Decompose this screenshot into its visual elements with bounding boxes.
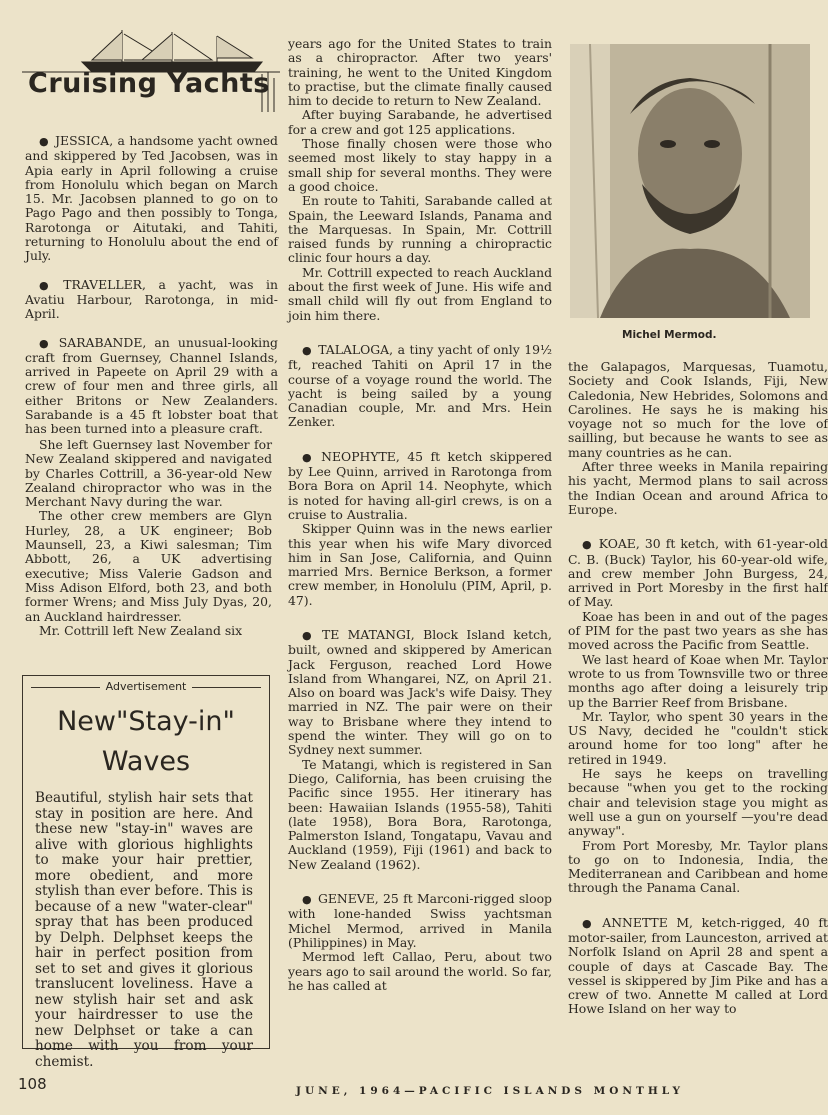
running-footer: JUNE, 1964—PACIFIC ISLANDS MONTHLY [296, 1085, 684, 1097]
article-geneve: ● GENEVE, 25 ft Marconi-rigged sloop with lone-handed Swiss yachtsman Michel Mermod, arrived in Manila (Philippines) in May. [288, 891, 552, 950]
paragraph: She left Guernsey last November for New Zealand skippered and navigated by Charles Cottrill, a 36-year-old New Zealand chiropractor who was in the Merchant Navy during the war. [25, 437, 272, 510]
bullet-icon: ● [302, 628, 317, 642]
column-2 [288, 37, 552, 993]
paragraph: Te Matangi, which is registered in San Diego, California, has been cruising the Pacific since 1955. Her itinerary has been: Hawaiian Islands (1955-58), Tahiti (late 1958), Bora Bora, Rarotonga, Palmerston Island, Tongatapu, Vavau and Auckland (1959), Fiji (1961) and back to New Zealand (1962). [288, 756, 552, 872]
paragraph: the Galapagos, Marquesas, Tuamotu, Society and Cook Islands, Fiji, New Caledonia, New Hebrides, Solomons and Carolines. He says he is making his voyage not so much for the love of sailling, but because he wants to see as many countries as he can. [568, 359, 828, 460]
column-1-continued [25, 438, 272, 638]
paragraph: The other crew members are Glyn Hurley, 28, a UK engineer; Bob Maunsell, 23, a Kiwi salesman; Tim Abbott, 26, a UK advertising executive; Miss Valerie Gadson and Miss Adison Elford, both 23, and both former Wrens; and Miss July Dyas, 20, an Auckland hairdresser. [25, 508, 272, 624]
bullet-icon: ● [302, 343, 313, 357]
paragraph: years ago for the United States to train as a chiropractor. After two years' training, he went to the United Kingdom to practise, but the climate finally caused him to decide to return to New Zealand. [288, 36, 552, 109]
advertisement-box [22, 675, 270, 1070]
bullet-icon: ● [39, 278, 58, 292]
paragraph: We last heard of Koae when Mr. Taylor wrote to us from Townsville two or three months ago after doing a leisurely trip up the Barrier Reef from Brisbane. [568, 651, 828, 710]
paragraph: Those finally chosen were those who seemed most likely to stay happy in a small ship for several months. They were a good choice. [288, 136, 552, 194]
article-annette-m: ● ANNETTE M, ketch-rigged, 40 ft motor-sailer, from Launceston, arrived at Norfolk Island on April 28 and spent a couple of days at Cascade Bay. The vessel is skippered by Jim Pike and has a crew of two. Annette M called at Lord Howe Island on her way to [568, 914, 828, 1017]
paragraph: Mr. Cottrill expected to reach Auckland about the first week of June. His wife and small child will fly out from England to join him there. [288, 264, 552, 323]
paragraph: Mr. Taylor, who spent 30 years in the US Navy, decided he "couldn't stick around home for too long" after he retired in 1949. [568, 708, 828, 767]
paragraph: After buying Sarabande, he advertised for a crew and got 125 applications. [288, 107, 552, 137]
advertisement-label: Advertisement [23, 680, 269, 693]
bullet-icon: ● [302, 450, 316, 464]
paragraph: Mr. Cottrill left New Zealand six [39, 622, 243, 638]
article-te-matangi: ● TE MATANGI, Block Island ketch, built, owned and skippered by American Jack Ferguson, reached Lord Howe Island from Whangarei, NZ, on April 21. Also on board was Jack's wife Daisy. They married in NZ. The pair were on their way to Brisbane where they intend to spend the winter. They will go on to Sydney next summer. [288, 626, 552, 758]
bullet-icon: ● [39, 336, 53, 350]
paragraph: From Port Moresby, Mr. Taylor plans to go on to Indonesia, India, the Mediterranean and Caribbean and home through the Panama Canal. [568, 837, 828, 896]
portrait-photo [570, 44, 810, 318]
paragraph: Koae has been in and out of the pages of PIM for the past two years as she has moved across the Pacific from Seattle. [568, 608, 828, 653]
page-title: Cruising Yachts [28, 68, 270, 99]
paragraph: Skipper Quinn was in the news earlier this year when his wife Mary divorced him in San Jose, California, and Quinn married Mrs. Bernice Berkson, a former crew member, in Honolulu (PIM, April, p. 47). [288, 521, 552, 608]
ad-body: Beautiful, stylish hair sets that stay in position are here. And these new "stay-in" waves are alive with glorious highlights to make your hair prettier, more obedient, and more stylish than ever before. This is because of a new "water-clear" spray that has been produced by Delph. Delphset keeps the hair in perfect position from set to set and gives it glorious translucent loveliness. Have a new stylish hair set and ask your hairdresser to use the new Delphset or take a can home with you from your chemist. [35, 790, 253, 1070]
column-3 [568, 360, 828, 1017]
bullet-icon: ● [302, 893, 312, 907]
bullet-icon: ● [582, 538, 593, 552]
photo-caption: Michel Mermod. [622, 329, 717, 341]
article-neophyte: ● NEOPHYTE, 45 ft ketch skippered by Lee Quinn, arrived in Rarotonga from Bora Bora on April 14. Neophyte, which is noted for having all-girl crews, is on a cruise to Australia. [288, 448, 552, 522]
section-header [22, 28, 280, 112]
article-sarabande: ● SARABANDE, an unusual-looking craft from Guernsey, Channel Islands, arrived in Papeete on April 29 with a crew of four men and three girls, all either Britons or New Zealanders. Sarabande is a 45 ft lobster boat that has been turned into a pleasure craft. [25, 334, 278, 437]
paragraph: After three weeks in Manila repairing his yacht, Mermod plans to sail across the Indian Ocean and around Africa to Europe. [568, 459, 828, 517]
ad-headline: New"Stay-in" [57, 706, 235, 737]
article-koae: ● KOAE, 30 ft ketch, with 61-year-old C. B. (Buck) Taylor, his 60-year-old wife, and crew member John Burgess, 24, arrived in Port Moresby in the first half of May. [568, 536, 828, 610]
page-number: 108 [18, 1075, 47, 1093]
paragraph: He says he keeps on travelling because "when you get to the rocking chair and television stage you might as well use a gun on yourself —you're dead anyway". [568, 766, 828, 839]
article-talaloga: ● TALALOGA, a tiny yacht of only 19½ ft, reached Tahiti on April 17 in the course of a voyage round the world. The yacht is being sailed by a young Canadian couple, Mr. and Mrs. Hein Zenker. [288, 341, 552, 430]
portrait-image-icon [570, 44, 810, 318]
paragraph: Mermod left Callao, Peru, about two years ago to sail around the world. So far, he has called at [288, 949, 552, 993]
bullet-icon: ● [582, 916, 597, 930]
column-1 [25, 134, 278, 437]
article-traveller: ● TRAVELLER, a yacht, was in Avatiu Harbour, Rarotonga, in mid-April. [25, 276, 278, 322]
ad-headline-2: Waves [101, 746, 191, 777]
bullet-icon: ● [39, 135, 50, 148]
article-jessica: ● JESSICA, a handsome yacht owned and skippered by Ted Jacobsen, was in Apia early in April following a cruise from Honolulu which began on March 15. Mr. Jacobsen planned to go on to Pago Pago and then possibly to Tonga, Rarotonga or Aitutaki, and Tahiti, returning to Honolulu about the end of July. [25, 133, 278, 264]
paragraph: En route to Tahiti, Sarabande called at Spain, the Leeward Islands, Panama and the Marquesas. In Spain, Mr. Cottrill raised funds by running a chiropractic clinic four hours a day. [288, 193, 552, 266]
